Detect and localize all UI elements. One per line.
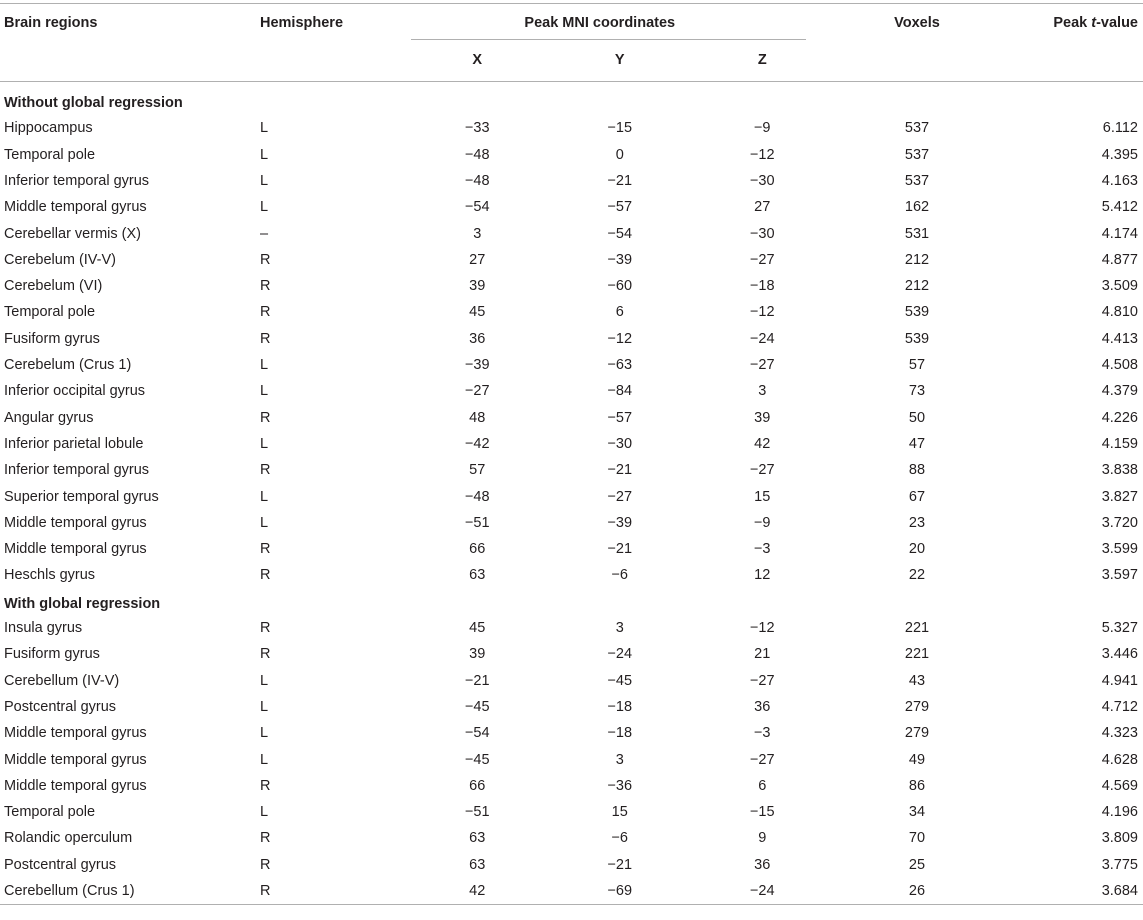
cell-hemisphere: R (260, 409, 271, 426)
table-body (0, 81, 1143, 904)
cell-hemisphere: L (260, 488, 269, 505)
cell-y: 6 (615, 304, 624, 321)
cell-hemisphere: R (260, 646, 271, 663)
cell-hemisphere: R (260, 830, 271, 847)
cell-y: −15 (607, 120, 633, 137)
cell-voxels: 50 (908, 409, 926, 426)
cell-y: −18 (607, 725, 633, 742)
header-peak-t-value (1001, 4, 1143, 40)
cell-y: 3 (615, 751, 624, 768)
cell-hemisphere: L (260, 357, 269, 374)
cell-peak-t: 4.379 (1101, 383, 1138, 400)
cell-z: 21 (754, 646, 771, 663)
header-x: X (472, 51, 483, 68)
cell-y: −21 (607, 541, 633, 558)
cell-z: 3 (758, 383, 767, 400)
cell-z: 42 (754, 435, 771, 452)
cell-region: Temporal pole (4, 804, 96, 821)
cell-hemisphere: L (260, 146, 269, 163)
cell-z: 36 (754, 856, 771, 873)
cell-voxels: 22 (908, 567, 926, 584)
cell-y: 15 (611, 804, 628, 821)
section-title: Without global regression (4, 95, 183, 112)
cell-peak-t: 3.599 (1101, 541, 1138, 558)
cell-region: Cerebellum (Crus 1) (4, 882, 135, 899)
table-row (0, 405, 1143, 431)
cell-y: −39 (607, 251, 633, 268)
cell-region: Cerebelum (IV-V) (4, 251, 117, 268)
cell-hemisphere: L (260, 672, 269, 689)
cell-z: 27 (754, 199, 771, 216)
table-header (0, 4, 1143, 82)
cell-voxels: 43 (908, 672, 926, 689)
cell-y: −21 (607, 462, 633, 479)
cell-z: −24 (749, 882, 775, 899)
cell-peak-t: 4.712 (1101, 698, 1138, 715)
cell-voxels: 212 (904, 278, 930, 295)
cell-x: 45 (469, 304, 486, 321)
cell-x: 57 (469, 462, 486, 479)
table-row (0, 852, 1143, 878)
cell-peak-t: 4.941 (1101, 672, 1138, 689)
cell-region: Angular gyrus (4, 409, 94, 426)
cell-region: Hippocampus (4, 120, 93, 137)
table-row (0, 563, 1143, 589)
cell-z: −9 (753, 514, 771, 531)
cell-y: −30 (607, 435, 633, 452)
cell-peak-t: 4.508 (1101, 357, 1138, 374)
cell-hemisphere: L (260, 804, 269, 821)
cell-region: Middle temporal gyrus (4, 541, 147, 558)
cell-y: −54 (607, 225, 633, 242)
cell-x: 63 (469, 830, 486, 847)
cell-y: −12 (607, 330, 633, 347)
cell-x: −48 (464, 146, 490, 163)
cell-x: −48 (464, 172, 490, 189)
table-row (0, 720, 1143, 746)
table-row (0, 694, 1143, 720)
section-title: With global regression (4, 595, 161, 612)
cell-x: 66 (469, 777, 486, 794)
cell-region: Inferior temporal gyrus (4, 172, 150, 189)
cell-hemisphere: L (260, 172, 269, 189)
header-hemisphere: Hemisphere (260, 15, 344, 31)
header-brain-regions: Brain regions (4, 15, 98, 31)
cell-region: Middle temporal gyrus (4, 199, 147, 216)
cell-voxels: 537 (904, 172, 930, 189)
cell-voxels: 221 (904, 646, 930, 663)
cell-voxels: 162 (904, 199, 930, 216)
cell-x: 63 (469, 856, 486, 873)
table-row (0, 142, 1143, 168)
cell-peak-t: 4.159 (1101, 435, 1138, 452)
cell-hemisphere: L (260, 120, 269, 137)
cell-voxels: 67 (908, 488, 926, 505)
header-row-2 (0, 40, 1143, 82)
cell-peak-t: 4.628 (1101, 751, 1138, 768)
table-row (0, 457, 1143, 483)
cell-y: −57 (607, 409, 633, 426)
cell-peak-t: 4.413 (1101, 330, 1138, 347)
cell-z: 36 (754, 698, 771, 715)
header-peak-suffix: -value (1096, 15, 1138, 31)
table-row (0, 431, 1143, 457)
cell-hemisphere: L (260, 751, 269, 768)
cell-z: −3 (753, 541, 771, 558)
cell-z: −27 (749, 462, 775, 479)
cell-z: 9 (758, 830, 767, 847)
cell-region: Temporal pole (4, 304, 96, 321)
cell-z: 15 (754, 488, 771, 505)
cell-voxels: 26 (908, 882, 926, 899)
cell-hemisphere: R (260, 620, 271, 637)
table-row (0, 510, 1143, 536)
cell-x: −45 (464, 751, 490, 768)
cell-peak-t: 3.597 (1101, 567, 1138, 584)
cell-hemisphere: L (260, 435, 269, 452)
cell-voxels: 70 (908, 830, 926, 847)
table-row (0, 116, 1143, 142)
cell-voxels: 23 (908, 514, 926, 531)
cell-peak-t: 4.877 (1101, 251, 1138, 268)
cell-z: −3 (753, 725, 771, 742)
table-row (0, 300, 1143, 326)
cell-y: −45 (607, 672, 633, 689)
table-row (0, 747, 1143, 773)
cell-region: Heschls gyrus (4, 567, 96, 584)
cell-y: −57 (607, 199, 633, 216)
cell-x: 36 (469, 330, 486, 347)
cell-z: 39 (754, 409, 771, 426)
cell-hemisphere: R (260, 777, 271, 794)
cell-z: −12 (749, 620, 775, 637)
cell-voxels: 20 (908, 541, 926, 558)
cell-z: −27 (749, 251, 775, 268)
cell-region: Temporal pole (4, 146, 96, 163)
cell-y: −21 (607, 172, 633, 189)
cell-z: 6 (758, 777, 767, 794)
cell-region: Fusiform gyrus (4, 330, 100, 347)
cell-z: −24 (749, 330, 775, 347)
cell-voxels: 88 (908, 462, 926, 479)
cell-peak-t: 3.509 (1101, 278, 1138, 295)
header-peak-t: t (1091, 15, 1097, 31)
table-row (0, 352, 1143, 378)
cell-peak-t: 3.446 (1101, 646, 1138, 663)
cell-x: 27 (469, 251, 486, 268)
section-heading-row (0, 589, 1143, 615)
cell-y: −63 (607, 357, 633, 374)
cell-voxels: 57 (908, 357, 926, 374)
header-peak-mni-coordinates: Peak MNI coordinates (524, 15, 676, 31)
cell-hemisphere: R (260, 856, 271, 873)
cell-region: Postcentral gyrus (4, 856, 117, 873)
cell-x: 39 (469, 278, 486, 295)
cell-voxels: 537 (904, 146, 930, 163)
cell-voxels: 279 (904, 698, 930, 715)
cell-z: −12 (749, 304, 775, 321)
cell-x: 39 (469, 646, 486, 663)
cell-voxels: 47 (908, 435, 926, 452)
cell-z: −9 (753, 120, 771, 137)
cell-peak-t: 4.226 (1101, 409, 1138, 426)
cell-peak-t: 4.395 (1101, 146, 1138, 163)
cell-z: 12 (754, 567, 771, 584)
cell-hemisphere: R (260, 541, 271, 558)
table-row (0, 221, 1143, 247)
cell-hemisphere: R (260, 462, 271, 479)
cell-hemisphere: L (260, 199, 269, 216)
cell-region: Cerebellum (IV-V) (4, 672, 120, 689)
cell-region: Fusiform gyrus (4, 646, 100, 663)
cell-x: 63 (469, 567, 486, 584)
cell-peak-t: 3.720 (1101, 514, 1138, 531)
table-row (0, 484, 1143, 510)
cell-z: −15 (749, 804, 775, 821)
cell-x: −51 (464, 514, 490, 531)
cell-x: −42 (464, 435, 490, 452)
cell-z: −30 (749, 225, 775, 242)
cell-hemisphere: R (260, 251, 271, 268)
cell-region: Insula gyrus (4, 620, 83, 637)
cell-hemisphere: L (260, 383, 269, 400)
cell-y: −84 (607, 383, 633, 400)
table-row (0, 168, 1143, 194)
cell-y: −27 (607, 488, 633, 505)
table-row (0, 194, 1143, 220)
cell-x: −21 (464, 672, 490, 689)
cell-x: 45 (469, 620, 486, 637)
header-y: Y (614, 51, 625, 68)
cell-peak-t: 3.809 (1101, 830, 1138, 847)
cell-voxels: 25 (908, 856, 926, 873)
cell-peak-t: 4.323 (1101, 725, 1138, 742)
cell-region: Cerebelum (Crus 1) (4, 357, 132, 374)
results-table (0, 3, 1143, 905)
cell-voxels: 34 (908, 804, 926, 821)
table-row (0, 826, 1143, 852)
cell-x: −54 (464, 725, 490, 742)
cell-region: Inferior parietal lobule (4, 435, 144, 452)
cell-x: 66 (469, 541, 486, 558)
cell-y: −24 (607, 646, 633, 663)
cell-voxels: 537 (904, 120, 930, 137)
cell-z: −27 (749, 357, 775, 374)
cell-x: 48 (469, 409, 486, 426)
cell-z: −30 (749, 172, 775, 189)
cell-peak-t: 4.174 (1101, 225, 1138, 242)
cell-voxels: 73 (908, 383, 926, 400)
cell-hemisphere: R (260, 304, 271, 321)
cell-y: −6 (611, 830, 629, 847)
table-row (0, 536, 1143, 562)
cell-z: −12 (749, 146, 775, 163)
cell-voxels: 86 (908, 777, 926, 794)
cell-hemisphere: R (260, 330, 271, 347)
cell-x: −27 (464, 383, 490, 400)
cell-x: −51 (464, 804, 490, 821)
section-heading-row (0, 81, 1143, 116)
cell-peak-t: 6.112 (1102, 120, 1138, 137)
cell-y: −6 (611, 567, 629, 584)
table-row (0, 273, 1143, 299)
cell-voxels: 49 (908, 751, 926, 768)
cell-y: −21 (607, 856, 633, 873)
cell-hemisphere: L (260, 514, 269, 531)
table-row (0, 773, 1143, 799)
table-row (0, 378, 1143, 404)
cell-peak-t: 4.196 (1101, 804, 1138, 821)
cell-peak-t: 5.412 (1101, 199, 1138, 216)
cell-hemisphere: L (260, 698, 269, 715)
cell-peak-t: 3.827 (1101, 488, 1138, 505)
cell-hemisphere: – (260, 225, 269, 242)
table-row (0, 326, 1143, 352)
cell-region: Cerebelum (VI) (4, 278, 103, 295)
cell-voxels: 539 (904, 330, 930, 347)
cell-region: Middle temporal gyrus (4, 777, 147, 794)
cell-hemisphere: R (260, 882, 271, 899)
cell-voxels: 531 (904, 225, 930, 242)
cell-region: Inferior temporal gyrus (4, 462, 150, 479)
cell-peak-t: 3.838 (1101, 462, 1138, 479)
cell-y: 0 (615, 146, 624, 163)
cell-voxels: 539 (904, 304, 930, 321)
cell-x: 3 (473, 225, 482, 242)
cell-voxels: 279 (904, 725, 930, 742)
cell-peak-t: 4.810 (1101, 304, 1138, 321)
cell-region: Superior temporal gyrus (4, 488, 159, 505)
cell-y: −18 (607, 698, 633, 715)
cell-y: −69 (607, 882, 633, 899)
cell-voxels: 212 (904, 251, 930, 268)
cell-z: −27 (749, 751, 775, 768)
cell-x: −45 (464, 698, 490, 715)
table-row (0, 247, 1143, 273)
cell-z: −18 (749, 278, 775, 295)
cell-peak-t: 3.684 (1101, 882, 1138, 899)
cell-y: −39 (607, 514, 633, 531)
cell-hemisphere: L (260, 725, 269, 742)
table-row (0, 641, 1143, 667)
cell-y: −60 (607, 278, 633, 295)
header-row-1 (0, 4, 1143, 40)
table-row (0, 799, 1143, 825)
cell-x: −39 (464, 357, 490, 374)
cell-voxels: 221 (904, 620, 930, 637)
cell-peak-t: 3.775 (1101, 856, 1138, 873)
cell-x: −48 (464, 488, 490, 505)
cell-z: −27 (749, 672, 775, 689)
cell-hemisphere: R (260, 567, 271, 584)
cell-region: Middle temporal gyrus (4, 751, 147, 768)
cell-x: −33 (464, 120, 490, 137)
header-voxels: Voxels (894, 15, 940, 31)
cell-region: Cerebellar vermis (X) (4, 225, 141, 242)
cell-region: Postcentral gyrus (4, 698, 117, 715)
cell-peak-t: 5.327 (1101, 620, 1138, 637)
cell-x: −54 (464, 199, 490, 216)
header-peak-prefix: Peak (1053, 15, 1092, 31)
table-row (0, 615, 1143, 641)
cell-y: 3 (615, 620, 624, 637)
cell-hemisphere: R (260, 278, 271, 295)
cell-peak-t: 4.569 (1101, 777, 1138, 794)
cell-region: Middle temporal gyrus (4, 514, 147, 531)
cell-peak-t: 4.163 (1101, 172, 1138, 189)
cell-region: Inferior occipital gyrus (4, 383, 146, 400)
cell-x: 42 (469, 882, 486, 899)
cell-y: −36 (607, 777, 633, 794)
table-row (0, 878, 1143, 904)
header-z: Z (757, 51, 767, 68)
cell-region: Middle temporal gyrus (4, 725, 147, 742)
table-row (0, 668, 1143, 694)
cell-region: Rolandic operculum (4, 830, 133, 847)
